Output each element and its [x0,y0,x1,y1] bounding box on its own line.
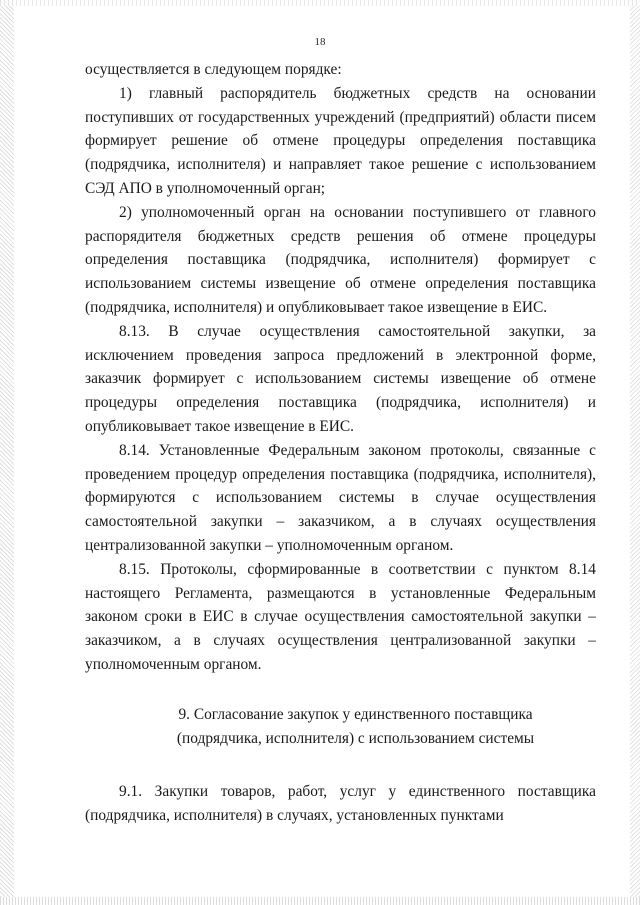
paragraph-8-14: 8.14. Установленные Федеральным законом протоколы, связанные с проведением процедур определения поставщика (подрядчика, исполнителя), формируются с использованием системы в случае осуществления самостоятельной закупки – заказчиком, а в случаях осуществления централизованной закупки – уполномоченным органом. [85,441,596,554]
section-heading-line-2: (подрядчика, исполнителя) с использованием системы [176,729,535,747]
paragraph-8-15: 8.15. Протоколы, сформированные в соответствии с пунктом 8.14 настоящего Регламента, размещаются в установленные Федеральным законом сроки в ЕИС в случае осуществления самостоятельной закупки – заказчиком, а в случаях осуществления централизованной закупки – уполномоченным органом. [85,560,596,673]
paragraph-item-1: 1) главный распорядитель бюджетных средств на основании поступивших от государственных учреждений (предприятий) области писем формирует решение об отмене процедуры определения поставщика (подрядчика, исполнителя) и направляет такое решение с использованием СЭД АПО в уполномоченный орган; [85,84,596,197]
spacer [85,750,596,780]
paragraph-item-2: 2) уполномоченный орган на основании поступившего от главного распорядителя бюджетных средств решения об отмене процедуры определения поставщика (подрядчика, исполнителя) формирует с использованием системы извещение об отмене определения поставщика (подрядчика, исполнителя) и опубликовывает такое извещение в ЕИС. [85,203,596,316]
page-number: 18 [314,36,326,48]
scan-edge-left [0,0,14,905]
paragraph-8-13: 8.13. В случае осуществления самостоятельной закупки, за исключением проведения запроса предложений в электронной форме, заказчик формирует с использованием системы извещение об отмене процедуры определения поставщика (подрядчика, исполнителя) и опубликовывает такое извещение в ЕИС. [85,322,596,435]
scan-edge-bottom [0,897,640,905]
document-body [85,58,596,828]
spacer [85,677,596,703]
scan-edge-right [630,0,640,905]
scan-edge-top [0,0,640,6]
paragraph-intro: осуществляется в следующем порядке: [85,61,342,78]
paragraph-9-1: 9.1. Закупки товаров, работ, услуг у единственного поставщика (подрядчика, исполнителя) в случаях, установленных пунктами [85,783,596,825]
section-heading-line-1: 9. Согласование закупок у единственного поставщика [178,705,533,723]
